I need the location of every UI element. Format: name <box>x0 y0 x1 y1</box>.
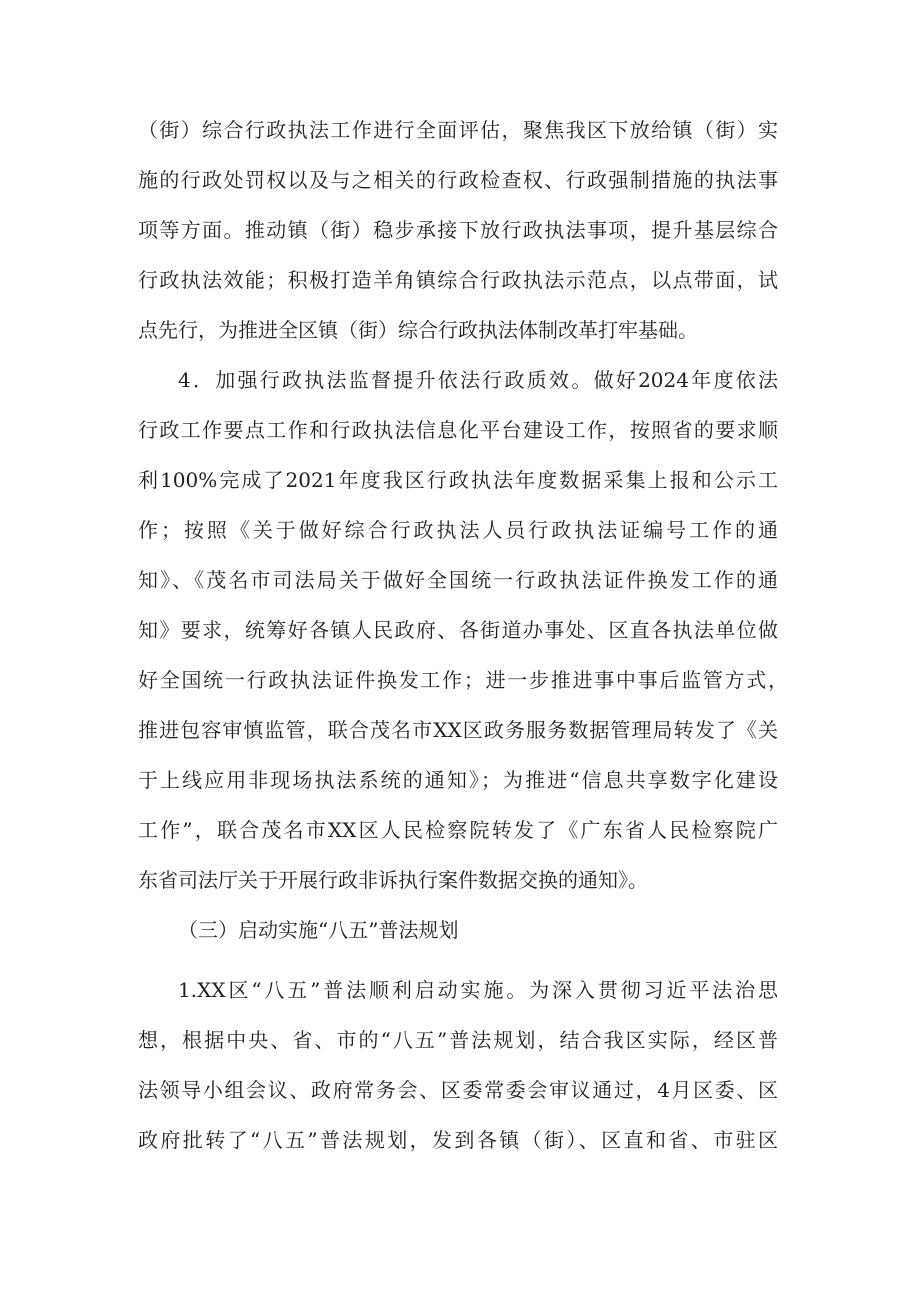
paragraph-text: 知》要求，统筹好各镇人民政府、各街道办事处、区直各执法单位做 <box>138 618 778 642</box>
paragraph-text: 利100%完成了2021年度我区行政执法年度数据采集上报和公示工 <box>138 468 778 492</box>
paragraph-text: 知》、《茂名市司法局关于做好全国统一行政执法证件换发工作的通 <box>138 568 778 592</box>
paragraph-text: 行政执法效能；积极打造羊角镇综合行政执法示范点，以点带面，试 <box>138 268 778 292</box>
paragraph-text: 作；按照《关于做好综合行政执法人员行政执法证编号工作的通 <box>138 518 778 542</box>
text-line <box>0 855 920 905</box>
section-heading <box>0 905 920 955</box>
text-line <box>0 305 920 355</box>
paragraph-text: 东省司法厅关于开展行政非诉执行案件数据交换的通知》。 <box>138 868 648 892</box>
paragraph-text: 政府批转了“八五”普法规划，发到各镇（街）、区直和省、市驻区 <box>138 1128 778 1152</box>
text-line <box>0 755 920 805</box>
paragraph-text: 点先行，为推进全区镇（街）综合行政执法体制改革打牢基础。 <box>138 318 698 342</box>
text-line <box>0 1065 920 1115</box>
paragraph-text: （街）综合行政执法工作进行全面评估，聚焦我区下放给镇（街）实 <box>138 118 778 142</box>
paragraph-text: 法领导小组会议、政府常务会、区委常委会审议通过，4月区委、区 <box>138 1078 778 1102</box>
text-line <box>0 105 920 155</box>
paragraph-text: 工作”，联合茂名市XX区人民检察院转发了《广东省人民检察院广 <box>138 818 778 842</box>
text-line <box>0 155 920 205</box>
section-heading-text: （三）启动实施“八五”普法规划 <box>178 918 459 942</box>
text-line <box>0 205 920 255</box>
paragraph-text: 推进包容审慎监管，联合茂名市XX区政务服务数据管理局转发了《关 <box>138 718 778 742</box>
paragraph-text: 项等方面。推动镇（街）稳步承接下放行政执法事项，提升基层综合 <box>138 218 778 242</box>
paragraph-text: 施的行政处罚权以及与之相关的行政检查权、行政强制措施的执法事 <box>138 168 778 192</box>
text-line <box>0 605 920 655</box>
text-line <box>0 805 920 855</box>
text-line <box>0 505 920 555</box>
text-line <box>0 405 920 455</box>
text-line <box>0 655 920 705</box>
paragraph-text: 行政工作要点工作和行政执法信息化平台建设工作，按照省的要求顺 <box>138 418 778 442</box>
paragraph-text: 好全国统一行政执法证件换发工作；进一步推进事中事后监管方式， <box>138 668 788 692</box>
text-line <box>0 1015 920 1065</box>
text-line <box>0 705 920 755</box>
text-line <box>0 355 920 405</box>
paragraph-text: 想，根据中央、省、市的“八五”普法规划，结合我区实际，经区普 <box>138 1028 778 1052</box>
paragraph-text: 4．加强行政执法监督提升依法行政质效。做好2024年度依法 <box>178 368 778 392</box>
text-line <box>0 965 920 1015</box>
text-line <box>0 455 920 505</box>
text-line <box>0 1115 920 1165</box>
text-line <box>0 555 920 605</box>
text-line <box>0 255 920 305</box>
paragraph-text: 1.XX区“八五”普法顺利启动实施。为深入贯彻习近平法治思 <box>178 978 778 1002</box>
paragraph-text: 于上线应用非现场执法系统的通知》；为推进“信息共享数字化建设 <box>138 768 778 792</box>
